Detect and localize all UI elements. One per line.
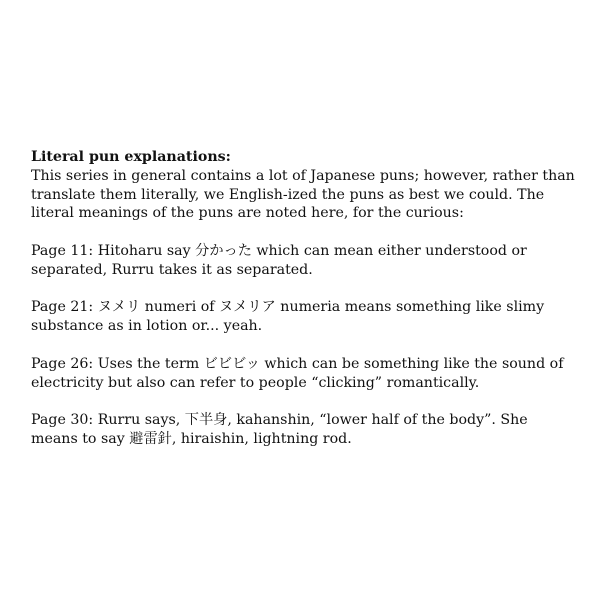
pun-entry-page-30 bbox=[31, 411, 576, 449]
document-body bbox=[31, 148, 576, 468]
section-heading: Literal pun explanations: bbox=[31, 149, 231, 165]
entry-text: Uses the term ビビビッ which can be something like the sound of electricity but also can refer to people “clicking” romantically. bbox=[31, 355, 564, 391]
entry-text: Rurru says, 下半身, kahanshin, “lower half of the body”. She means to say 避雷針, hiraishin, lightning rod. bbox=[31, 412, 528, 447]
pun-entry-page-21 bbox=[31, 298, 576, 336]
page-label: Page 21: bbox=[31, 299, 94, 316]
entry-text: Hitoharu say 分かった which can mean either understood or separated, Rurru takes it as separated. bbox=[31, 242, 527, 278]
page-label: Page 26: bbox=[31, 355, 94, 372]
pun-entry-page-11 bbox=[31, 242, 576, 280]
page-label: Page 30: bbox=[31, 412, 94, 429]
entry-text: ヌメリ numeri of ヌメリア numeria means something like slimy substance as in lotion or... yeah. bbox=[31, 299, 545, 335]
pun-entry-page-26 bbox=[31, 355, 576, 393]
intro-paragraph: This series in general contains a lot of Japanese puns; however, rather than translate them literally, we English-ized the puns as best we could. The literal meanings of the puns are noted here, for the curious: bbox=[31, 167, 575, 222]
page-label: Page 11: bbox=[31, 242, 94, 259]
